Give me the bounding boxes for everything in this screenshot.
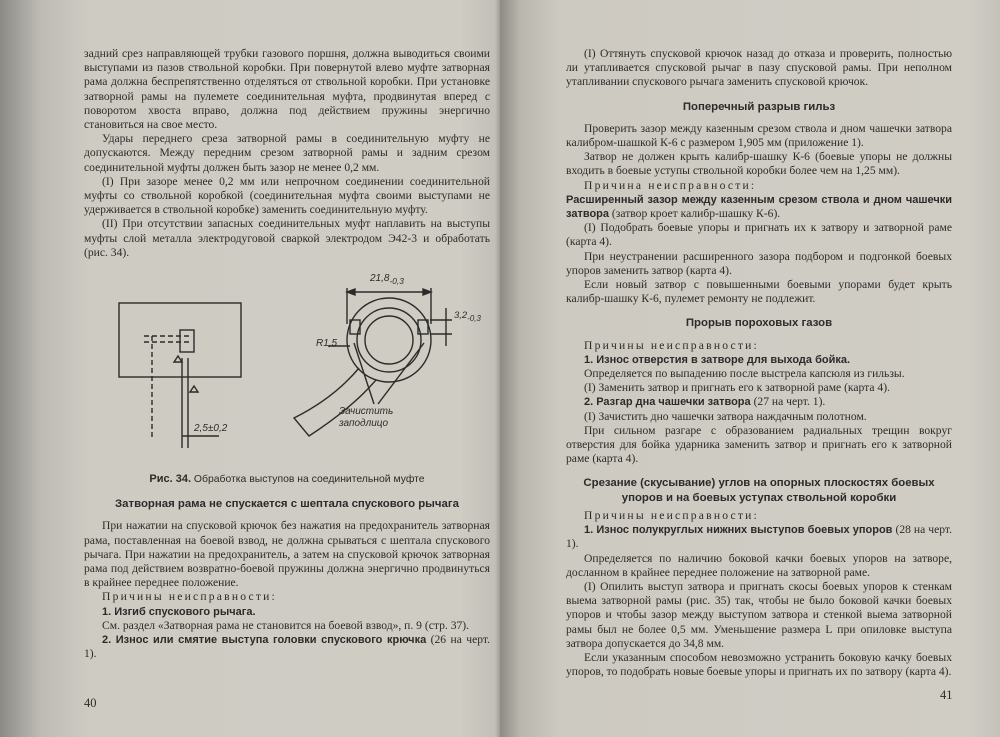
cause-heading: 2. Разгар дна чашечки затвора (27 на черт. 1).	[584, 395, 826, 409]
cause-heading: 1. Износ полукруглых нижних выступов боевых упоров (28 на черт. 1).	[566, 523, 952, 551]
cause-heading: 2. Износ или смятие выступа головки спускового крючка (26 на черт. 1).	[84, 633, 490, 661]
paragraph: Проверить зазор между казенным срезом ствола и дном чашечки затвора калибром-шашкой К-6 с размером 1,905 мм (приложение 1).	[566, 121, 952, 150]
cause-heading: 1. Изгиб спускового рычага.	[102, 605, 256, 618]
paragraph: задний срез направляющей трубки газового поршня, должна выводиться своими выступами из пазов ствольной коробки. При повернутой влево муфте затворная рама должна беспрепятственно отделяться от ствольной коробки. При установке затворной рамы на пулемете соединительная муфта, продвинутая вперед с поворотом хвоста вправо, должна под действием пружины энергично становиться на свое место.	[84, 47, 490, 132]
paragraph: (II) При отсутствии запасных соединительных муфт наплавить на выступы муфты слой металла электродуговой сваркой электродом Э42-3 и обработать (рис. 34).	[84, 217, 490, 259]
paragraph: При неустранении расширенного зазора подбором и подгонкой боевых упоров заменить затвор (карта 4).	[566, 249, 952, 277]
paragraph: Если новый затвор с повышенными боевыми упорами будет крыть калибр-шашку К-6, пулемет ремонту не подлежит.	[566, 278, 952, 306]
paragraph: Определяется по наличию боковой качки боевых упоров на затворе, досланном в крайнее переднее положение на затворной раме.	[566, 551, 952, 579]
paragraph: Определяется по выпадению после выстрела капсюля из гильзы.	[584, 367, 905, 381]
left-text-column	[84, 47, 490, 661]
section-title: Затворная рама не спускается с шептала спускового рычага	[115, 498, 459, 511]
paragraph: Если указанным способом невозможно устранить боковую качку боевых упоров, то подобрать новые боевые упоры и пригнать их по затвору (карта 4).	[566, 650, 952, 679]
paragraph: (I) Заменить затвор и пригнать его к затворной раме (карта 4).	[584, 381, 890, 395]
paragraph: См. раздел «Затворная рама не становится на боевой взвод», п. 9 (стр. 37).	[102, 618, 470, 632]
clean-label-1: Зачистить	[339, 406, 394, 418]
paragraph: При нажатии на спусковой крючок без нажатия на предохранитель затворная рама, поставленная на боевой взвод, не должна срываться с шептала спускового рычага. При нажатии на предохранитель, а затем на спусковой крючок затворная рама под действием возвратно-боевой пружины должна энергично продвинуться в крайнее переднее положение.	[84, 519, 490, 590]
cause-heading: 1. Износ отверстия в затворе для выхода бойка.	[584, 353, 851, 366]
causes-label: Причины неисправности:	[102, 590, 277, 604]
right-text-column	[566, 47, 952, 679]
right-page	[500, 0, 1000, 737]
paragraph: (I) Подобрать боевые упоры и пригнать их к затвору и затворной раме (карта 4).	[566, 221, 952, 249]
figure-34	[84, 268, 490, 468]
paragraph: (I) Опилить выступ затвора и пригнать скосы боевых упоров к стенкам выема затворной рамы (рис. 35) так, чтобы не было боковой качки боевых упоров и чтобы зазор между выступом затвора и стенкой выема затворной рамы был не более 0,5 мм. Уменьшение размера L при опиловке выступа затвора допускается до 34,8 мм.	[566, 579, 952, 650]
paragraph: Удары переднего среза затворной рамы в соединительную муфту не допускаются. Между передним срезом затворной рамы и задним срезом соединительной муфты должен быть зазор не менее 0,2 мм.	[84, 132, 490, 174]
section-title: Срезание (скусывание) углов на опорных плоскостях боевых упоров и на боевых уступах ствольной коробки	[583, 477, 935, 504]
clean-label-2: заподлицо	[339, 418, 389, 430]
causes-label: Причины неисправности:	[584, 508, 759, 522]
dim-top-label: $21,8_{-0,3}$	[370, 273, 404, 287]
paragraph: Затвор не должен крыть калибр-шашку К-6 (боевые упоры не должны входить в боевые уступы ствольной коробки более чем на 1,25 мм).	[566, 150, 952, 178]
dim-right-label: $3,2_{-0,3}$	[454, 310, 481, 323]
figure-caption: Рис. 34. Обработка выступов на соединительной муфте	[149, 473, 425, 486]
section-title: Поперечный разрыв гильз	[682, 100, 836, 113]
page-number: 41	[940, 688, 953, 702]
paragraph: При сильном разгаре с образованием радиальных трещин вокруг отверстия для бойка ударника заменить затвор и пригнать его к затворной раме (карта 4).	[566, 423, 952, 466]
section-title: Прорыв пороховых газов	[685, 317, 833, 330]
page-number: 40	[84, 696, 97, 710]
dim-radius-label: R1,5	[316, 338, 338, 350]
cause-label: Причина неисправности:	[584, 178, 757, 192]
paragraph: (I) При зазоре менее 0,2 мм или непрочном соединении соединительной муфты со ствольной коробкой (соединительная муфта своими выступами не удерживается в ствольной коробке) заменить соединительную муфту.	[84, 174, 490, 217]
paragraph: (I) Зачистить дно чашечки затвора наждачным полотном.	[584, 409, 867, 423]
causes-label: Причины неисправности:	[584, 338, 759, 352]
paragraph: (I) Оттянуть спусковой крючок назад до отказа и проверить, полностью ли утапливается спусковой рычаг в пазу спусковой рамы. При неполном утапливании спускового рычага заменить спусковой крючок.	[566, 47, 952, 89]
dim-bottom-label: 2,5±0,2	[194, 423, 228, 435]
figure-34-drawing	[84, 268, 490, 468]
cause-heading: Расширенный зазор между казенным срезом ствола и дном чашечки затвора (затвор кроет калибр-шашку К-6).	[566, 193, 952, 221]
